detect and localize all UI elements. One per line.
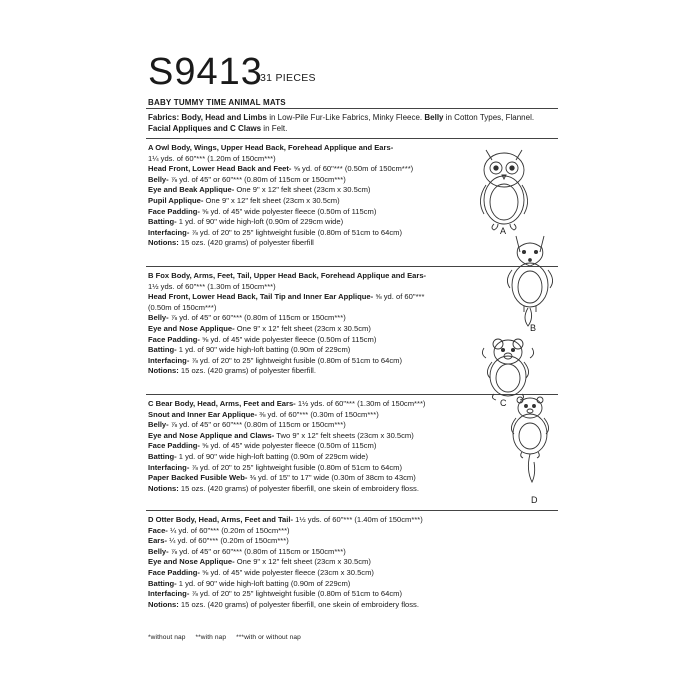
yardage-line <box>148 271 458 282</box>
yardage-item-label: D Otter Body, Head, Arms, Feet and Tail- <box>148 515 294 524</box>
view-label-a: A <box>500 226 507 236</box>
yardage-line <box>148 282 458 293</box>
section-b-fox <box>148 271 458 377</box>
yardage-item-label: Notions: <box>148 483 179 493</box>
fabrics-run: in Felt. <box>261 124 288 133</box>
yardage-item-amount: ⅝ yd. of 45" wide polyester fleece (0.50m of 115cm) <box>199 441 377 451</box>
yardage-item-amount: ⅜ yd. of 15" to 17" wide (0.30m of 38cm to 43cm) <box>247 473 416 483</box>
yardage-item-label: Batting- <box>148 217 177 227</box>
pattern-header <box>148 50 568 94</box>
yardage-item-amount: One 9" x 12" felt sheet (23cm x 30.5cm) <box>234 323 371 333</box>
yardage-line <box>148 175 458 186</box>
yardage-item-label: C Bear Body, Head, Arms, Feet and Ears- <box>148 399 296 408</box>
yardage-item-amount: 1 yd. of 90" wide high-loft batting (0.90m of 229cm wide) <box>176 451 369 461</box>
yardage-item-label: Batting- <box>148 578 177 588</box>
yardage-item-amount: 15 ozs. (420 grams) of polyester fiberfill. <box>178 366 316 376</box>
yardage-line <box>148 579 458 590</box>
yardage-line <box>148 600 458 611</box>
yardage-item-amount: 1½ yds. of 60"*** (1.40m of 150cm***) <box>293 515 423 524</box>
otter-mat-icon <box>511 397 548 482</box>
owl-mat-icon <box>480 150 527 230</box>
yardage-item-amount: ⅞ yd. of 20" to 25" lightweight fusible (0.80m of 51cm to 64cm) <box>189 589 402 599</box>
yardage-line <box>148 356 458 367</box>
yardage-item-label: Face Padding- <box>148 206 200 216</box>
yardage-line <box>148 473 458 484</box>
yardage-line <box>148 568 458 579</box>
footnote-without-nap: *without nap <box>148 634 186 641</box>
pieces-count: 31 PIECES <box>260 72 316 84</box>
yardage-item-amount: ⅞ yd. of 45" or 60"*** (0.80m of 115cm or 150cm***) <box>168 174 346 184</box>
divider <box>146 510 558 511</box>
view-label-c: C <box>500 398 507 408</box>
yardage-line <box>148 399 458 410</box>
yardage-line <box>148 164 458 175</box>
divider <box>146 138 558 139</box>
yardage-item-amount: 1 yd. of 90" wide high-loft batting (0.90m of 229cm) <box>176 345 351 355</box>
yardage-line <box>148 185 458 196</box>
pattern-number: S9413 <box>148 51 263 93</box>
yardage-item-amount: ⅝ yd. of 45" wide polyester fleece (23cm x 30.5cm) <box>199 567 374 577</box>
yardage-line <box>148 420 458 431</box>
footnote-with-or-without-nap: ***with or without nap <box>236 634 301 641</box>
yardage-item-amount: 1½ yds. of 60"*** (1.30m of 150cm***) <box>148 281 276 291</box>
yardage-item-amount: Two 9" x 12" felt sheets (23cm x 30.5cm) <box>274 430 414 440</box>
yardage-item-label: Belly- <box>148 174 169 184</box>
yardage-item-label: Face Padding- <box>148 567 200 577</box>
yardage-line <box>148 366 458 377</box>
divider <box>146 108 558 109</box>
yardage-item-label: Belly- <box>148 420 169 430</box>
yardage-item-amount: 1½ yds. of 60"*** (1.30m of 150cm***) <box>295 399 426 408</box>
fabrics-run: in Low-Pile Fur-Like Fabrics, Minky Fleece. <box>266 113 425 122</box>
yardage-item-label: Interfacing- <box>148 589 190 599</box>
yardage-item-label: Face- <box>148 525 168 535</box>
yardage-item-label: Face Padding- <box>148 441 200 451</box>
fabrics-paragraph <box>148 112 548 134</box>
yardage-item-label: Eye and Nose Applique and Claws- <box>148 430 275 440</box>
yardage-item-label: Snout and Inner Ear Applique- <box>148 409 257 419</box>
yardage-item-amount: One 9" x 12" felt sheet (23cm x 30.5cm) <box>234 557 371 567</box>
yardage-line <box>148 228 458 239</box>
pattern-subtitle: BABY TUMMY TIME ANIMAL MATS <box>148 98 286 107</box>
yardage-item-label: Head Front, Lower Head Back, Tail Tip and Inner Ear Applique- <box>148 292 374 302</box>
yardage-item-amount: ⅞ yd. of 20" to 25" lightweight fusible (0.80m of 51cm to 64cm) <box>189 462 402 472</box>
yardage-line <box>148 345 458 356</box>
divider <box>146 394 558 395</box>
section-d-otter <box>148 515 458 610</box>
yardage-line <box>148 410 458 421</box>
yardage-line <box>148 313 458 324</box>
fabrics-run: Facial Appliques and C Claws <box>148 124 262 133</box>
divider <box>146 266 558 267</box>
yardage-item-label: Notions: <box>148 366 179 376</box>
yardage-line <box>148 589 458 600</box>
yardage-line <box>148 196 458 207</box>
yardage-item-amount: 15 ozs. (420 grams) of polyester fiberfill, one skein of embroidery floss. <box>178 483 419 493</box>
yardage-item-amount: 1¼ yds. of 60"*** (1.20m of 150cm***) <box>148 153 276 163</box>
section-c-bear <box>148 399 458 494</box>
yardage-line <box>148 557 458 568</box>
yardage-item-label: Belly- <box>148 313 169 323</box>
yardage-item-amount: ⅜ yd. of 60"*** (0.30m of 150cm***) <box>257 409 379 419</box>
yardage-item-label: Interfacing- <box>148 462 190 472</box>
footnotes <box>148 634 309 641</box>
yardage-item-label: Face Padding- <box>148 334 200 344</box>
yardage-item-label: Eye and Nose Applique- <box>148 557 235 567</box>
yardage-line <box>148 335 458 346</box>
footnote-with-nap: **with nap <box>195 634 227 641</box>
yardage-item-amount: One 9" x 12" felt sheet (23cm x 30.5cm) <box>234 185 371 195</box>
yardage-line <box>148 303 458 314</box>
yardage-line <box>148 217 458 228</box>
yardage-item-label: Paper Backed Fusible Web- <box>148 473 248 483</box>
yardage-item-label: Notions: <box>148 599 179 609</box>
section-a-owl <box>148 143 458 249</box>
yardage-item-label: Ears- <box>148 536 167 546</box>
yardage-line <box>148 207 458 218</box>
yardage-item-label: Notions: <box>148 238 179 248</box>
yardage-line <box>148 441 458 452</box>
yardage-line <box>148 484 458 495</box>
fabrics-run: Belly <box>424 113 444 122</box>
yardage-item-label: Interfacing- <box>148 227 190 237</box>
yardage-item-label: A Owl Body, Wings, Upper Head Back, Forehead Applique and Ears- <box>148 143 394 152</box>
yardage-item-amount: ⅝ yd. of 45" wide polyester fleece (0.50m of 115cm) <box>199 334 377 344</box>
yardage-item-amount: 1 yd. of 90" wide high-loft batting (0.90m of 229cm) <box>176 578 351 588</box>
yardage-item-amount: 1 yd. of 90" wide high-loft (0.90m of 229cm wide) <box>176 217 344 227</box>
yardage-item-amount: ⅞ yd. of 20" to 25" lightweight fusible (0.80m of 51cm to 64cm) <box>189 355 402 365</box>
yardage-item-amount: (0.50m of 150cm***) <box>148 302 217 312</box>
yardage-item-label: Batting- <box>148 345 177 355</box>
yardage-item-label: Eye and Beak Applique- <box>148 185 235 195</box>
yardage-line <box>148 536 458 547</box>
yardage-item-label: Pupil Applique- <box>148 195 204 205</box>
yardage-item-label: B Fox Body, Arms, Feet, Tail, Upper Head Back, Forehead Applique and Ears- <box>148 271 427 280</box>
yardage-item-amount: ¼ yd. of 60"*** (0.20m of 150cm***) <box>167 525 290 535</box>
yardage-item-amount: One 9" x 12" felt sheet (23cm x 30.5cm) <box>203 195 340 205</box>
yardage-item-amount: ⅝ yd. of 60"*** <box>373 292 425 302</box>
fabrics-run: in Cotton Types, Flannel. <box>443 113 535 122</box>
yardage-item-amount: ⅞ yd. of 45" or 60"*** (0.80m of 115cm or 150cm***) <box>168 420 346 430</box>
yardage-line <box>148 238 458 249</box>
yardage-line <box>148 324 458 335</box>
yardage-line <box>148 143 458 154</box>
yardage-line <box>148 452 458 463</box>
yardage-item-amount: ¼ yd. of 60"*** (0.20m of 150cm***) <box>167 536 289 546</box>
fabrics-run: Fabrics: Body, Head and Limbs <box>148 113 267 122</box>
yardage-item-label: Belly- <box>148 546 169 556</box>
yardage-item-label: Batting- <box>148 451 177 461</box>
yardage-line <box>148 154 458 165</box>
yardage-line <box>148 526 458 537</box>
yardage-line <box>148 463 458 474</box>
fox-mat-icon <box>507 236 552 326</box>
yardage-item-label: Eye and Nose Applique- <box>148 323 235 333</box>
yardage-item-amount: ⅞ yd. of 20" to 25" lightweight fusible (0.80m of 51cm to 64cm) <box>189 227 402 237</box>
yardage-item-amount: ⅞ yd. of 45" or 60"*** (0.80m of 115cm or 150cm***) <box>168 313 346 323</box>
yardage-item-label: Head Front, Lower Head Back and Feet- <box>148 164 292 174</box>
yardage-item-label: Interfacing- <box>148 355 190 365</box>
view-label-b: B <box>530 323 537 333</box>
yardage-item-amount: ⅞ yd. of 45" or 60"*** (0.80m of 115cm or 150cm***) <box>168 546 346 556</box>
yardage-item-amount: 15 ozs. (420 grams) of polyester fiberfill <box>178 238 314 248</box>
view-label-d: D <box>531 495 538 505</box>
yardage-item-amount: ⅝ yd. of 45" wide polyester fleece (0.50m of 115cm) <box>199 206 377 216</box>
bear-mat-icon <box>482 339 533 400</box>
yardage-item-amount: 15 ozs. (420 grams) of polyester fiberfill, one skein of embroidery floss. <box>178 599 419 609</box>
yardage-line <box>148 515 458 526</box>
yardage-line <box>148 431 458 442</box>
yardage-line <box>148 292 458 303</box>
yardage-line <box>148 547 458 558</box>
yardage-item-amount: ⅝ yd. of 60"*** (0.50m of 150cm***) <box>291 164 414 174</box>
